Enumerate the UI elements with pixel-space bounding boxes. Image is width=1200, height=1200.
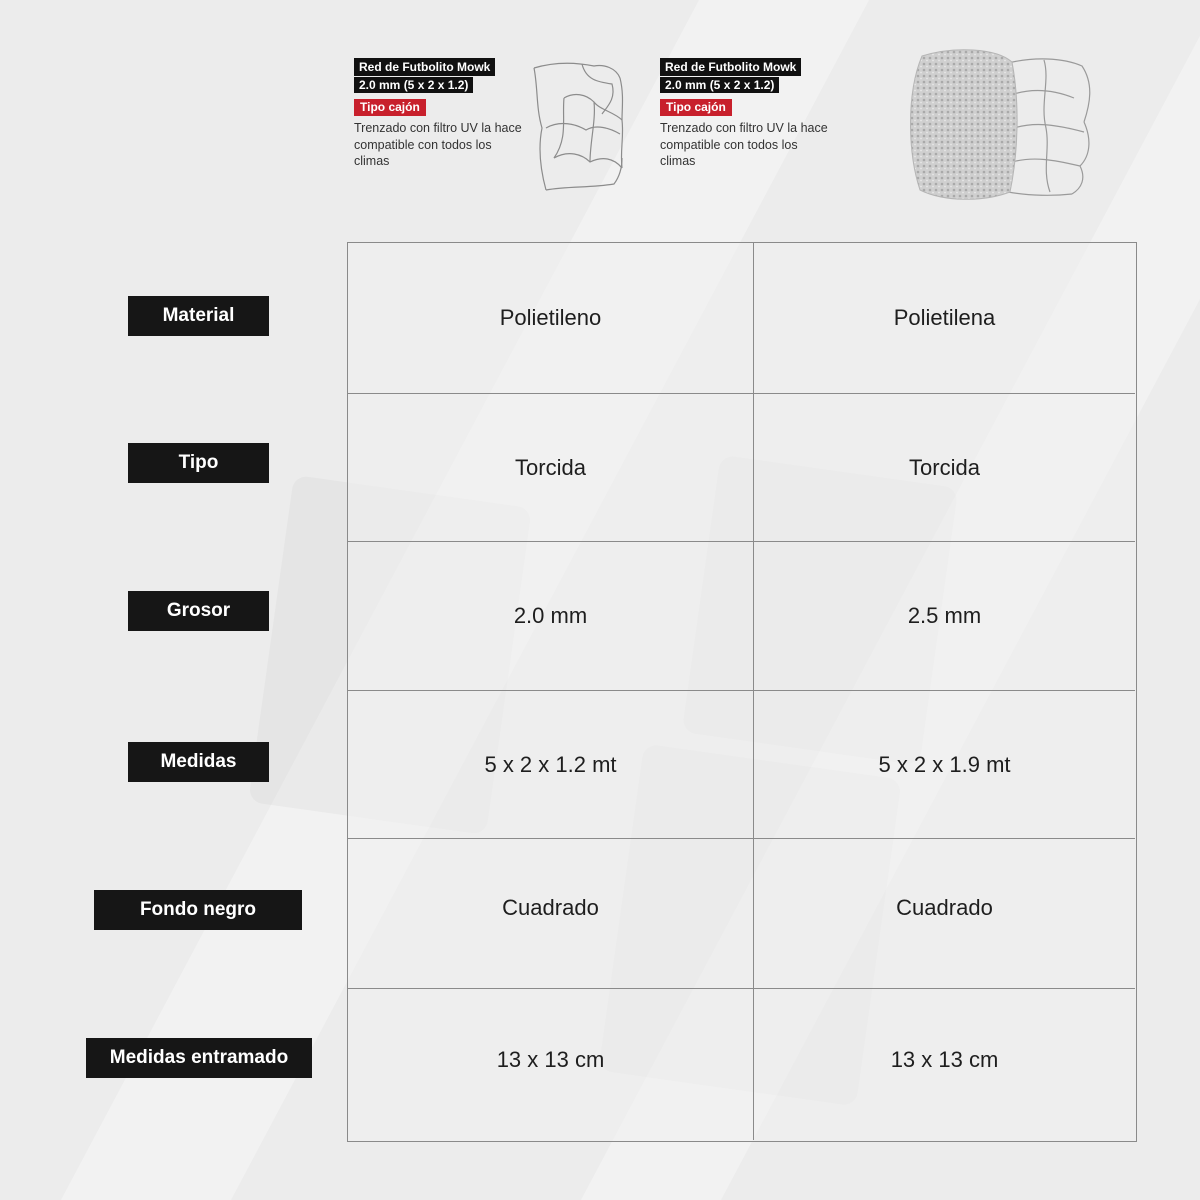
table-cell: Cuadrado — [754, 839, 1135, 989]
row-label-medidas-entramado: Medidas entramado — [86, 1038, 312, 1078]
table-cell: 5 x 2 x 1.2 mt — [348, 691, 754, 839]
product-card — [354, 58, 624, 198]
product-title: Red de Futbolito Mowk — [354, 58, 495, 76]
table-cell: 5 x 2 x 1.9 mt — [754, 691, 1135, 839]
table-cell: Polietilena — [754, 243, 1135, 394]
table-cell: 2.5 mm — [754, 542, 1135, 691]
product-title: Red de Futbolito Mowk — [660, 58, 801, 76]
row-label-grosor: Grosor — [128, 591, 269, 631]
product-card — [660, 58, 930, 198]
row-label-material: Material — [128, 296, 269, 336]
table-cell: 13 x 13 cm — [890, 1047, 999, 1072]
table-cell: Torcida — [754, 394, 1135, 542]
row-label-fondo-negro: Fondo negro — [94, 890, 302, 930]
product-size: 2.0 mm (5 x 2 x 1.2) — [354, 77, 473, 93]
row-label-medidas: Medidas — [128, 742, 269, 782]
row-label-tipo: Tipo — [128, 443, 269, 483]
table-cell: Torcida — [348, 394, 754, 542]
product-description: Trenzado con filtro UV la hace compatible con todos los climas — [354, 121, 522, 168]
table-cell: 2.0 mm — [348, 542, 754, 691]
table-cell: 13 x 13 cm — [348, 989, 754, 1140]
table-cell: Cuadrado — [348, 839, 754, 989]
net-roll-icon — [904, 44, 1104, 204]
product-badge: Tipo cajón — [660, 99, 732, 116]
product-description: Trenzado con filtro UV la hace compatible con todos los climas — [660, 121, 828, 168]
comparison-table — [347, 242, 1137, 1142]
table-cell: Polietileno — [348, 243, 754, 394]
product-badge: Tipo cajón — [354, 99, 426, 116]
product-size: 2.0 mm (5 x 2 x 1.2) — [660, 77, 779, 93]
net-mesh-icon — [524, 58, 634, 198]
